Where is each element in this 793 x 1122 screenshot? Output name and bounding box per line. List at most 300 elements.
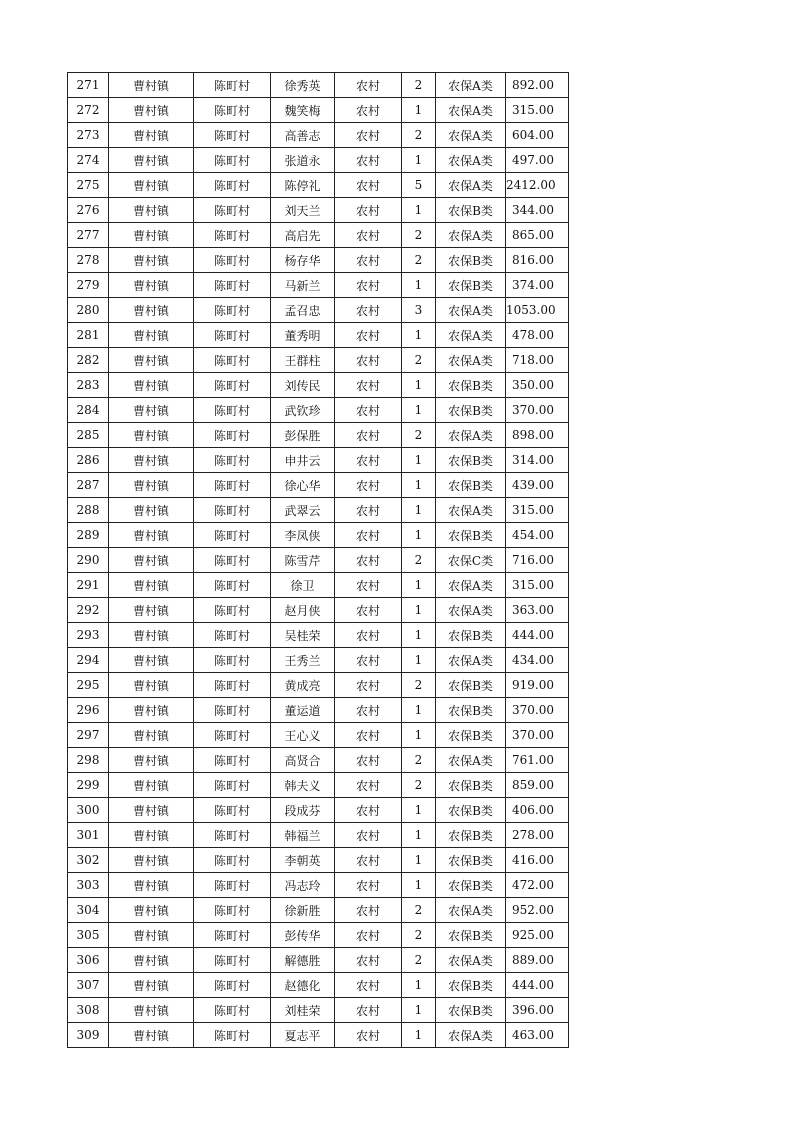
town-cell: 曹村镇: [109, 123, 194, 148]
amount-cell: 396.00: [506, 998, 569, 1023]
person-count-cell: 1: [402, 148, 436, 173]
name-cell: 徐秀英: [271, 73, 335, 98]
town-cell: 曹村镇: [109, 523, 194, 548]
row-number-cell: 279: [68, 273, 109, 298]
village-cell: 陈町村: [194, 673, 271, 698]
row-number-cell: 285: [68, 423, 109, 448]
table-row: [68, 923, 569, 948]
village-cell: 陈町村: [194, 1023, 271, 1048]
name-cell: 吴桂荣: [271, 623, 335, 648]
town-cell: 曹村镇: [109, 223, 194, 248]
name-cell: 李凤侠: [271, 523, 335, 548]
household-type-cell: 农村: [335, 123, 402, 148]
amount-cell: 315.00: [506, 98, 569, 123]
person-count-cell: 2: [402, 948, 436, 973]
name-cell: 赵月侠: [271, 598, 335, 623]
amount-cell: 865.00: [506, 223, 569, 248]
category-cell: 农保A类: [436, 1023, 506, 1048]
row-number-cell: 286: [68, 448, 109, 473]
household-type-cell: 农村: [335, 398, 402, 423]
row-number-cell: 291: [68, 573, 109, 598]
household-type-cell: 农村: [335, 523, 402, 548]
row-number-cell: 276: [68, 198, 109, 223]
village-cell: 陈町村: [194, 223, 271, 248]
table-row: [68, 348, 569, 373]
name-cell: 张道永: [271, 148, 335, 173]
village-cell: 陈町村: [194, 573, 271, 598]
table-row: [68, 948, 569, 973]
person-count-cell: 1: [402, 823, 436, 848]
row-number-cell: 281: [68, 323, 109, 348]
household-type-cell: 农村: [335, 223, 402, 248]
person-count-cell: 2: [402, 223, 436, 248]
table-row: [68, 773, 569, 798]
category-cell: 农保B类: [436, 273, 506, 298]
table-row: [68, 248, 569, 273]
category-cell: 农保B类: [436, 623, 506, 648]
person-count-cell: 2: [402, 673, 436, 698]
name-cell: 陈停礼: [271, 173, 335, 198]
category-cell: 农保B类: [436, 773, 506, 798]
table-row: [68, 723, 569, 748]
table-row: [68, 448, 569, 473]
category-cell: 农保A类: [436, 948, 506, 973]
household-type-cell: 农村: [335, 498, 402, 523]
amount-cell: 444.00: [506, 623, 569, 648]
person-count-cell: 2: [402, 123, 436, 148]
table-row: [68, 998, 569, 1023]
village-cell: 陈町村: [194, 973, 271, 998]
person-count-cell: 1: [402, 448, 436, 473]
table-body: [68, 73, 569, 1048]
town-cell: 曹村镇: [109, 498, 194, 523]
amount-cell: 344.00: [506, 198, 569, 223]
row-number-cell: 298: [68, 748, 109, 773]
amount-cell: 314.00: [506, 448, 569, 473]
row-number-cell: 275: [68, 173, 109, 198]
person-count-cell: 2: [402, 548, 436, 573]
amount-cell: 898.00: [506, 423, 569, 448]
table-row: [68, 148, 569, 173]
amount-cell: 350.00: [506, 373, 569, 398]
table-row: [68, 173, 569, 198]
category-cell: 农保B类: [436, 473, 506, 498]
town-cell: 曹村镇: [109, 473, 194, 498]
amount-cell: 370.00: [506, 723, 569, 748]
category-cell: 农保B类: [436, 523, 506, 548]
household-type-cell: 农村: [335, 173, 402, 198]
category-cell: 农保A类: [436, 423, 506, 448]
category-cell: 农保B类: [436, 998, 506, 1023]
table-row: [68, 1023, 569, 1048]
name-cell: 武翠云: [271, 498, 335, 523]
town-cell: 曹村镇: [109, 348, 194, 373]
village-cell: 陈町村: [194, 473, 271, 498]
household-type-cell: 农村: [335, 898, 402, 923]
town-cell: 曹村镇: [109, 898, 194, 923]
amount-cell: 718.00: [506, 348, 569, 373]
person-count-cell: 2: [402, 923, 436, 948]
town-cell: 曹村镇: [109, 273, 194, 298]
village-cell: 陈町村: [194, 948, 271, 973]
amount-cell: 889.00: [506, 948, 569, 973]
amount-cell: 463.00: [506, 1023, 569, 1048]
household-type-cell: 农村: [335, 548, 402, 573]
category-cell: 农保A类: [436, 323, 506, 348]
town-cell: 曹村镇: [109, 73, 194, 98]
category-cell: 农保C类: [436, 548, 506, 573]
town-cell: 曹村镇: [109, 598, 194, 623]
name-cell: 解德胜: [271, 948, 335, 973]
row-number-cell: 293: [68, 623, 109, 648]
village-cell: 陈町村: [194, 598, 271, 623]
row-number-cell: 303: [68, 873, 109, 898]
row-number-cell: 280: [68, 298, 109, 323]
table-row: [68, 398, 569, 423]
household-type-cell: 农村: [335, 148, 402, 173]
household-type-cell: 农村: [335, 598, 402, 623]
table-row: [68, 673, 569, 698]
town-cell: 曹村镇: [109, 748, 194, 773]
village-cell: 陈町村: [194, 823, 271, 848]
town-cell: 曹村镇: [109, 923, 194, 948]
table-row: [68, 223, 569, 248]
row-number-cell: 290: [68, 548, 109, 573]
town-cell: 曹村镇: [109, 573, 194, 598]
person-count-cell: 1: [402, 848, 436, 873]
table-row: [68, 598, 569, 623]
category-cell: 农保B类: [436, 198, 506, 223]
table-row: [68, 98, 569, 123]
amount-cell: 434.00: [506, 648, 569, 673]
row-number-cell: 284: [68, 398, 109, 423]
amount-cell: 374.00: [506, 273, 569, 298]
household-type-cell: 农村: [335, 748, 402, 773]
category-cell: 农保A类: [436, 123, 506, 148]
village-cell: 陈町村: [194, 848, 271, 873]
town-cell: 曹村镇: [109, 298, 194, 323]
village-cell: 陈町村: [194, 723, 271, 748]
category-cell: 农保B类: [436, 873, 506, 898]
town-cell: 曹村镇: [109, 398, 194, 423]
village-cell: 陈町村: [194, 148, 271, 173]
category-cell: 农保A类: [436, 748, 506, 773]
row-number-cell: 307: [68, 973, 109, 998]
amount-cell: 406.00: [506, 798, 569, 823]
town-cell: 曹村镇: [109, 623, 194, 648]
name-cell: 黄成亮: [271, 673, 335, 698]
table-row: [68, 798, 569, 823]
category-cell: 农保B类: [436, 673, 506, 698]
name-cell: 申井云: [271, 448, 335, 473]
household-type-cell: 农村: [335, 698, 402, 723]
name-cell: 高启先: [271, 223, 335, 248]
table-row: [68, 523, 569, 548]
row-number-cell: 297: [68, 723, 109, 748]
name-cell: 杨存华: [271, 248, 335, 273]
person-count-cell: 1: [402, 398, 436, 423]
name-cell: 韩夫义: [271, 773, 335, 798]
person-count-cell: 2: [402, 748, 436, 773]
person-count-cell: 1: [402, 498, 436, 523]
household-type-cell: 农村: [335, 573, 402, 598]
name-cell: 武钦珍: [271, 398, 335, 423]
category-cell: 农保A类: [436, 598, 506, 623]
person-count-cell: 2: [402, 423, 436, 448]
town-cell: 曹村镇: [109, 148, 194, 173]
village-cell: 陈町村: [194, 698, 271, 723]
village-cell: 陈町村: [194, 423, 271, 448]
person-count-cell: 1: [402, 698, 436, 723]
amount-cell: 497.00: [506, 148, 569, 173]
town-cell: 曹村镇: [109, 248, 194, 273]
name-cell: 冯志玲: [271, 873, 335, 898]
village-cell: 陈町村: [194, 123, 271, 148]
person-count-cell: 2: [402, 73, 436, 98]
village-cell: 陈町村: [194, 773, 271, 798]
village-cell: 陈町村: [194, 248, 271, 273]
village-cell: 陈町村: [194, 648, 271, 673]
row-number-cell: 299: [68, 773, 109, 798]
name-cell: 陈雪芹: [271, 548, 335, 573]
table-row: [68, 498, 569, 523]
village-cell: 陈町村: [194, 748, 271, 773]
person-count-cell: 1: [402, 323, 436, 348]
category-cell: 农保B类: [436, 723, 506, 748]
category-cell: 农保B类: [436, 398, 506, 423]
person-count-cell: 1: [402, 723, 436, 748]
person-count-cell: 1: [402, 873, 436, 898]
table-row: [68, 898, 569, 923]
person-count-cell: 2: [402, 348, 436, 373]
household-type-cell: 农村: [335, 98, 402, 123]
town-cell: 曹村镇: [109, 98, 194, 123]
person-count-cell: 1: [402, 998, 436, 1023]
row-number-cell: 292: [68, 598, 109, 623]
table-row: [68, 573, 569, 598]
row-number-cell: 278: [68, 248, 109, 273]
town-cell: 曹村镇: [109, 698, 194, 723]
person-count-cell: 2: [402, 898, 436, 923]
category-cell: 农保A类: [436, 498, 506, 523]
person-count-cell: 1: [402, 273, 436, 298]
row-number-cell: 294: [68, 648, 109, 673]
town-cell: 曹村镇: [109, 998, 194, 1023]
category-cell: 农保A类: [436, 223, 506, 248]
town-cell: 曹村镇: [109, 723, 194, 748]
person-count-cell: 1: [402, 98, 436, 123]
category-cell: 农保B类: [436, 798, 506, 823]
amount-cell: 472.00: [506, 873, 569, 898]
amount-cell: 2412.00: [506, 173, 569, 198]
table-row: [68, 823, 569, 848]
name-cell: 高善志: [271, 123, 335, 148]
household-type-cell: 农村: [335, 923, 402, 948]
person-count-cell: 1: [402, 973, 436, 998]
category-cell: 农保A类: [436, 648, 506, 673]
row-number-cell: 273: [68, 123, 109, 148]
name-cell: 董运道: [271, 698, 335, 723]
table-row: [68, 548, 569, 573]
row-number-cell: 287: [68, 473, 109, 498]
town-cell: 曹村镇: [109, 373, 194, 398]
village-cell: 陈町村: [194, 548, 271, 573]
household-type-cell: 农村: [335, 973, 402, 998]
village-cell: 陈町村: [194, 73, 271, 98]
category-cell: 农保A类: [436, 348, 506, 373]
village-cell: 陈町村: [194, 448, 271, 473]
household-type-cell: 农村: [335, 773, 402, 798]
household-type-cell: 农村: [335, 948, 402, 973]
village-cell: 陈町村: [194, 923, 271, 948]
name-cell: 高贤合: [271, 748, 335, 773]
household-type-cell: 农村: [335, 373, 402, 398]
amount-cell: 816.00: [506, 248, 569, 273]
town-cell: 曹村镇: [109, 423, 194, 448]
table-row: [68, 748, 569, 773]
category-cell: 农保B类: [436, 923, 506, 948]
village-cell: 陈町村: [194, 798, 271, 823]
table-row: [68, 73, 569, 98]
name-cell: 彭传华: [271, 923, 335, 948]
town-cell: 曹村镇: [109, 773, 194, 798]
category-cell: 农保B类: [436, 698, 506, 723]
town-cell: 曹村镇: [109, 798, 194, 823]
amount-cell: 278.00: [506, 823, 569, 848]
person-count-cell: 1: [402, 648, 436, 673]
person-count-cell: 1: [402, 1023, 436, 1048]
table-row: [68, 123, 569, 148]
amount-cell: 315.00: [506, 498, 569, 523]
amount-cell: 925.00: [506, 923, 569, 948]
village-cell: 陈町村: [194, 198, 271, 223]
name-cell: 刘天兰: [271, 198, 335, 223]
row-number-cell: 309: [68, 1023, 109, 1048]
name-cell: 王群柱: [271, 348, 335, 373]
person-count-cell: 1: [402, 198, 436, 223]
amount-cell: 859.00: [506, 773, 569, 798]
household-type-cell: 农村: [335, 298, 402, 323]
town-cell: 曹村镇: [109, 648, 194, 673]
household-type-cell: 农村: [335, 248, 402, 273]
town-cell: 曹村镇: [109, 323, 194, 348]
village-cell: 陈町村: [194, 998, 271, 1023]
category-cell: 农保A类: [436, 898, 506, 923]
village-cell: 陈町村: [194, 623, 271, 648]
town-cell: 曹村镇: [109, 448, 194, 473]
town-cell: 曹村镇: [109, 548, 194, 573]
category-cell: 农保A类: [436, 148, 506, 173]
person-count-cell: 5: [402, 173, 436, 198]
amount-cell: 370.00: [506, 398, 569, 423]
table-row: [68, 198, 569, 223]
town-cell: 曹村镇: [109, 948, 194, 973]
name-cell: 李朝英: [271, 848, 335, 873]
name-cell: 王心义: [271, 723, 335, 748]
town-cell: 曹村镇: [109, 173, 194, 198]
name-cell: 夏志平: [271, 1023, 335, 1048]
village-cell: 陈町村: [194, 398, 271, 423]
table-row: [68, 323, 569, 348]
village-cell: 陈町村: [194, 98, 271, 123]
table-row: [68, 273, 569, 298]
category-cell: 农保B类: [436, 448, 506, 473]
town-cell: 曹村镇: [109, 673, 194, 698]
name-cell: 韩福兰: [271, 823, 335, 848]
row-number-cell: 304: [68, 898, 109, 923]
category-cell: 农保A类: [436, 98, 506, 123]
table-row: [68, 473, 569, 498]
category-cell: 农保B类: [436, 973, 506, 998]
name-cell: 马新兰: [271, 273, 335, 298]
amount-cell: 416.00: [506, 848, 569, 873]
category-cell: 农保A类: [436, 73, 506, 98]
amount-cell: 454.00: [506, 523, 569, 548]
household-type-cell: 农村: [335, 998, 402, 1023]
household-type-cell: 农村: [335, 348, 402, 373]
row-number-cell: 300: [68, 798, 109, 823]
category-cell: 农保A类: [436, 298, 506, 323]
household-type-cell: 农村: [335, 448, 402, 473]
household-type-cell: 农村: [335, 798, 402, 823]
amount-cell: 761.00: [506, 748, 569, 773]
amount-cell: 478.00: [506, 323, 569, 348]
table-row: [68, 373, 569, 398]
household-type-cell: 农村: [335, 723, 402, 748]
town-cell: 曹村镇: [109, 823, 194, 848]
table-row: [68, 873, 569, 898]
category-cell: 农保B类: [436, 373, 506, 398]
person-count-cell: 2: [402, 248, 436, 273]
village-cell: 陈町村: [194, 873, 271, 898]
person-count-cell: 1: [402, 373, 436, 398]
row-number-cell: 272: [68, 98, 109, 123]
row-number-cell: 271: [68, 73, 109, 98]
row-number-cell: 277: [68, 223, 109, 248]
household-type-cell: 农村: [335, 198, 402, 223]
person-count-cell: 1: [402, 573, 436, 598]
name-cell: 刘传民: [271, 373, 335, 398]
town-cell: 曹村镇: [109, 973, 194, 998]
amount-cell: 444.00: [506, 973, 569, 998]
household-type-cell: 农村: [335, 473, 402, 498]
town-cell: 曹村镇: [109, 198, 194, 223]
village-cell: 陈町村: [194, 323, 271, 348]
table-row: [68, 698, 569, 723]
row-number-cell: 289: [68, 523, 109, 548]
row-number-cell: 296: [68, 698, 109, 723]
row-number-cell: 283: [68, 373, 109, 398]
name-cell: 段成芬: [271, 798, 335, 823]
row-number-cell: 306: [68, 948, 109, 973]
category-cell: 农保A类: [436, 573, 506, 598]
name-cell: 魏笑梅: [271, 98, 335, 123]
amount-cell: 892.00: [506, 73, 569, 98]
table-row: [68, 648, 569, 673]
village-cell: 陈町村: [194, 523, 271, 548]
name-cell: 王秀兰: [271, 648, 335, 673]
name-cell: 赵德化: [271, 973, 335, 998]
amount-cell: 363.00: [506, 598, 569, 623]
household-type-cell: 农村: [335, 323, 402, 348]
household-type-cell: 农村: [335, 73, 402, 98]
town-cell: 曹村镇: [109, 873, 194, 898]
household-type-cell: 农村: [335, 1023, 402, 1048]
row-number-cell: 282: [68, 348, 109, 373]
person-count-cell: 1: [402, 473, 436, 498]
amount-cell: 919.00: [506, 673, 569, 698]
row-number-cell: 295: [68, 673, 109, 698]
